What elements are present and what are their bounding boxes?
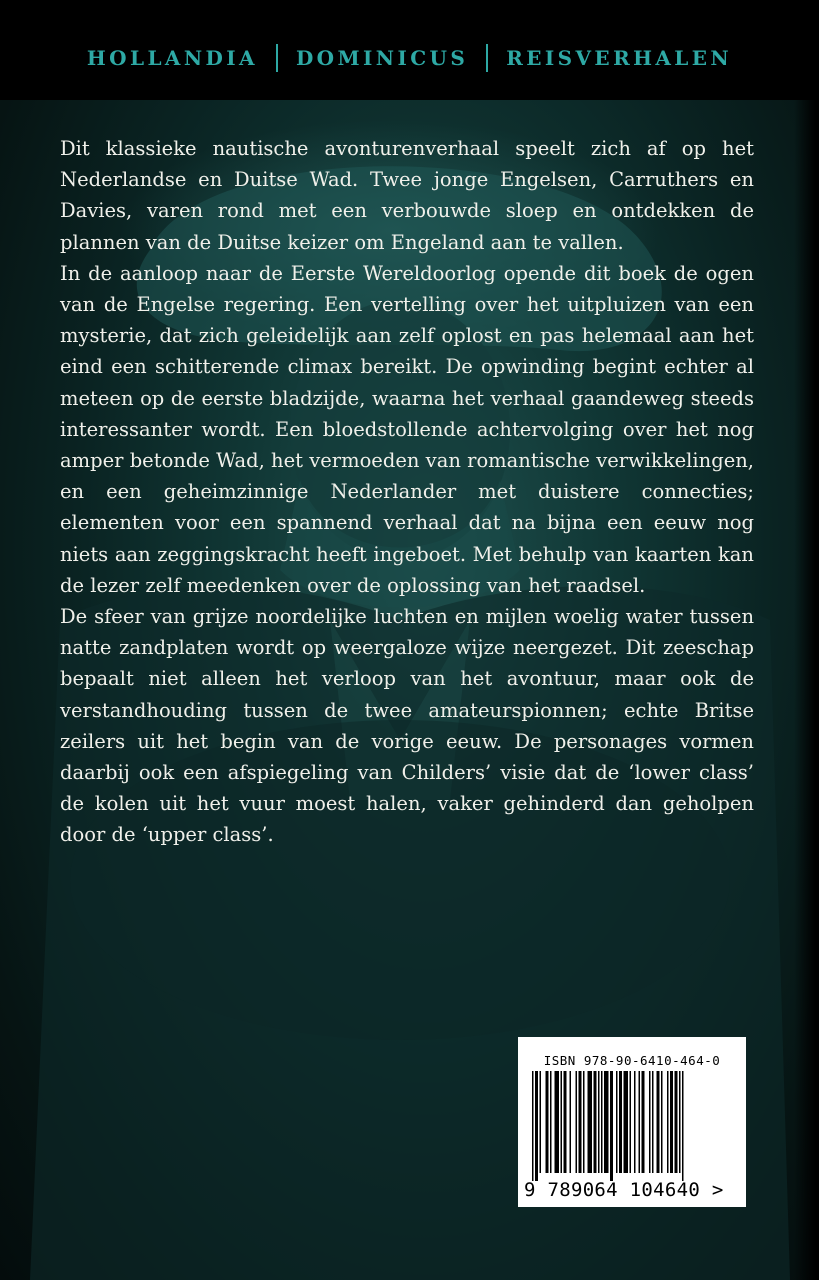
barcode-bar — [619, 1071, 622, 1173]
series-item-dominicus: DOMINICUS — [295, 46, 469, 70]
barcode-bar — [579, 1071, 582, 1173]
barcode-bar — [535, 1071, 538, 1181]
isbn-label: ISBN 978-90-6410-464-0 — [543, 1053, 721, 1068]
series-item-hollandia: HOLLANDIA — [86, 46, 258, 70]
barcode-bar — [624, 1071, 629, 1173]
series-header — [0, 38, 819, 78]
barcode-bar — [570, 1071, 572, 1173]
barcode-bar — [657, 1071, 660, 1173]
barcode-bar — [564, 1071, 567, 1173]
barcode-bar — [532, 1071, 534, 1181]
barcode-bar — [561, 1071, 563, 1173]
blurb-paragraph: De sfeer van grijze noordelijke luchten en mijlen woelig water tussen natte zandplaten wordt op weergaloze wijze neergezet. Dit zeeschap bepaalt niet alleen het verloop van het avontuur, maar ook de verstandhouding tussen de twee amateurspionnen; echte Britse zeilers uit het begin van de vorige eeuw. De personages vormen daarbij ook een afspiegeling van Childers’ visie dat de ‘lower class’ de kolen uit het vuur moest halen, vaker gehinderd dan geholpen door de ‘upper class’. — [60, 605, 754, 847]
barcode-bar — [639, 1071, 641, 1173]
barcode-bar — [576, 1071, 578, 1173]
barcode-bar — [675, 1071, 678, 1173]
cover-edge-shadow — [794, 100, 819, 1280]
barcode-bar — [594, 1071, 597, 1173]
blurb-paragraph: In de aanloop naar de Eerste Wereldoorlog opende dit boek de ogen van de Engelse regering. Een vertelling over het uitpluizen van een mysterie, dat zich geleidelijk aan zelf oplost en pas helemaal aan het eind een schitterende climax bereikt. De opwinding begint echter al meteen op de eerste bladzijde, waarna het verhaal gaandeweg steeds interessanter wordt. Een bloedstollende achtervolging over het nog amper betonde Wad, het vermoeden van romantische verwikkelingen, en een geheimzinnige Nederlander met duistere connecties; elementen voor een spannend verhaal dat na bijna een eeuw nog niets aan zeggingskracht heeft ingeboet. Met behulp van kaarten kan de lezer zelf meedenken over de oplossing van het raadsel. — [60, 261, 754, 597]
barcode-bar — [601, 1071, 603, 1173]
barcode-bar — [667, 1071, 669, 1173]
barcode-bar — [679, 1071, 681, 1173]
barcode-bar — [642, 1071, 645, 1173]
isbn-barcode — [518, 1037, 746, 1207]
blurb-paragraph: Dit klassieke nautische avonturenverhaal speelt zich af op het Nederlandse en Duitse Wad. Twee jonge Engelsen, Carruthers en Davies, varen rond met een verbouwde sloep en ontdekken de plannen van de Duitse keizer om Engeland aan te vallen. — [60, 137, 754, 254]
barcode-bar — [610, 1071, 613, 1181]
barcode-bar — [598, 1071, 600, 1173]
barcode-bars — [532, 1071, 732, 1181]
barcode-bar — [550, 1071, 552, 1173]
barcode-bar — [682, 1071, 684, 1181]
barcode-bar — [555, 1071, 560, 1173]
barcode-bar — [588, 1071, 593, 1173]
barcode-bar — [652, 1071, 654, 1173]
barcode-bar — [649, 1071, 651, 1173]
barcode-bar — [583, 1071, 585, 1173]
barcode-bar — [661, 1071, 663, 1173]
barcode-bar — [670, 1071, 673, 1173]
barcode-bar — [616, 1071, 618, 1173]
barcode-bar — [604, 1071, 609, 1173]
barcode-bar — [634, 1071, 636, 1173]
series-item-reisverhalen: REISVERHALEN — [506, 46, 733, 70]
barcode-bar — [630, 1071, 632, 1173]
barcode-bar — [540, 1071, 542, 1173]
ean-digits: 9 789064 104640 > — [524, 1179, 724, 1201]
back-cover-blurb — [60, 133, 754, 851]
barcode-bar — [546, 1071, 549, 1173]
